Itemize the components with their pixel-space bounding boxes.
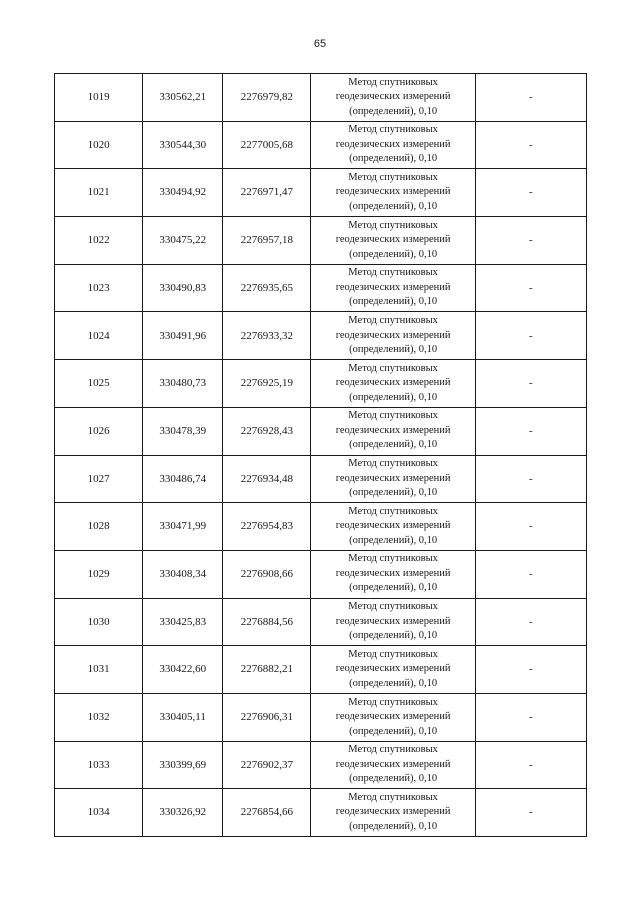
point-number-cell: 1027 [55, 455, 143, 503]
point-number-cell: 1033 [55, 741, 143, 789]
method-line: (определений), 0,10 [349, 725, 438, 737]
x-coordinate-cell: 330405,11 [143, 693, 223, 741]
x-coordinate-cell: 330491,96 [143, 312, 223, 360]
table-row [55, 598, 587, 646]
table-row [55, 646, 587, 694]
method-cell [311, 360, 475, 408]
method-line: Метод спутниковых [348, 744, 438, 756]
method-line: Метод спутниковых [348, 791, 438, 803]
x-coordinate-cell: 330425,83 [143, 598, 223, 646]
note-cell: - [475, 169, 586, 217]
note-cell: - [475, 121, 586, 169]
table-row [55, 121, 587, 169]
point-number-cell: 1022 [55, 217, 143, 265]
point-number-cell: 1020 [55, 121, 143, 169]
method-line: геодезических измерений [335, 520, 451, 532]
table-row [55, 789, 587, 837]
x-coordinate-cell: 330471,99 [143, 503, 223, 551]
method-cell [311, 169, 475, 217]
x-coordinate-cell: 330399,69 [143, 741, 223, 789]
method-line: (определений), 0,10 [349, 582, 438, 594]
method-line: (определений), 0,10 [349, 391, 438, 403]
point-number-cell: 1023 [55, 264, 143, 312]
method-line: Метод спутниковых [348, 648, 438, 660]
method-line: геодезических измерений [335, 758, 451, 770]
method-line: (определений), 0,10 [349, 344, 438, 356]
method-line: Метод спутниковых [348, 362, 438, 374]
note-cell: - [475, 550, 586, 598]
method-line: геодезических измерений [335, 186, 451, 198]
method-line: Метод спутниковых [348, 696, 438, 708]
x-coordinate-cell: 330408,34 [143, 550, 223, 598]
table-row [55, 74, 587, 122]
table-row [55, 264, 587, 312]
method-line: (определений), 0,10 [349, 105, 438, 117]
table-row [55, 312, 587, 360]
method-cell [311, 503, 475, 551]
method-cell [311, 264, 475, 312]
point-number-cell: 1026 [55, 407, 143, 455]
method-line: (определений), 0,10 [349, 200, 438, 212]
x-coordinate-cell: 330326,92 [143, 789, 223, 837]
method-line: (определений), 0,10 [349, 820, 438, 832]
method-cell [311, 693, 475, 741]
method-line: геодезических измерений [335, 424, 451, 436]
y-coordinate-cell: 2276957,18 [223, 217, 311, 265]
table-row [55, 169, 587, 217]
method-line: Метод спутниковых [348, 76, 438, 88]
table-row [55, 407, 587, 455]
method-line: (определений), 0,10 [349, 153, 438, 165]
x-coordinate-cell: 330422,60 [143, 646, 223, 694]
point-number-cell: 1030 [55, 598, 143, 646]
y-coordinate-cell: 2276971,47 [223, 169, 311, 217]
note-cell: - [475, 264, 586, 312]
method-line: (определений), 0,10 [349, 296, 438, 308]
x-coordinate-cell: 330475,22 [143, 217, 223, 265]
note-cell: - [475, 646, 586, 694]
method-cell [311, 550, 475, 598]
point-number-cell: 1034 [55, 789, 143, 837]
method-cell [311, 646, 475, 694]
y-coordinate-cell: 2276882,21 [223, 646, 311, 694]
table-row [55, 455, 587, 503]
y-coordinate-cell: 2276935,65 [223, 264, 311, 312]
note-cell: - [475, 455, 586, 503]
method-line: Метод спутниковых [348, 553, 438, 565]
method-line: геодезических измерений [335, 615, 451, 627]
x-coordinate-cell: 330480,73 [143, 360, 223, 408]
method-line: геодезических измерений [335, 281, 451, 293]
method-line: Метод спутниковых [348, 410, 438, 422]
method-line: (определений), 0,10 [349, 439, 438, 451]
point-number-cell: 1028 [55, 503, 143, 551]
point-number-cell: 1021 [55, 169, 143, 217]
method-line: геодезических измерений [335, 711, 451, 723]
point-number-cell: 1029 [55, 550, 143, 598]
method-line: геодезических измерений [335, 329, 451, 341]
method-line: геодезических измерений [335, 91, 451, 103]
x-coordinate-cell: 330486,74 [143, 455, 223, 503]
method-line: (определений), 0,10 [349, 677, 438, 689]
note-cell: - [475, 312, 586, 360]
method-cell [311, 455, 475, 503]
method-line: геодезических измерений [335, 377, 451, 389]
point-number-cell: 1024 [55, 312, 143, 360]
y-coordinate-cell: 2276906,31 [223, 693, 311, 741]
note-cell: - [475, 360, 586, 408]
note-cell: - [475, 503, 586, 551]
y-coordinate-cell: 2276884,56 [223, 598, 311, 646]
note-cell: - [475, 598, 586, 646]
method-line: геодезических измерений [335, 663, 451, 675]
method-line: Метод спутниковых [348, 601, 438, 613]
x-coordinate-cell: 330562,21 [143, 74, 223, 122]
y-coordinate-cell: 2276933,32 [223, 312, 311, 360]
method-cell [311, 598, 475, 646]
method-line: Метод спутниковых [348, 171, 438, 183]
note-cell: - [475, 741, 586, 789]
y-coordinate-cell: 2276928,43 [223, 407, 311, 455]
method-line: геодезических измерений [335, 234, 451, 246]
table-row [55, 550, 587, 598]
y-coordinate-cell: 2276934,48 [223, 455, 311, 503]
note-cell: - [475, 407, 586, 455]
method-line: геодезических измерений [335, 138, 451, 150]
method-line: Метод спутниковых [348, 315, 438, 327]
table-row [55, 503, 587, 551]
page-number: 65 [313, 38, 327, 50]
note-cell: - [475, 693, 586, 741]
note-cell: - [475, 789, 586, 837]
point-number-cell: 1025 [55, 360, 143, 408]
y-coordinate-cell: 2276854,66 [223, 789, 311, 837]
method-line: (определений), 0,10 [349, 630, 438, 642]
point-number-cell: 1031 [55, 646, 143, 694]
y-coordinate-cell: 2276979,82 [223, 74, 311, 122]
coordinates-table [54, 73, 587, 837]
table-row [55, 217, 587, 265]
table-row [55, 360, 587, 408]
y-coordinate-cell: 2276954,83 [223, 503, 311, 551]
method-cell [311, 789, 475, 837]
method-line: Метод спутниковых [348, 124, 438, 136]
method-line: (определений), 0,10 [349, 248, 438, 260]
method-line: (определений), 0,10 [349, 773, 438, 785]
method-line: (определений), 0,10 [349, 487, 438, 499]
x-coordinate-cell: 330490,83 [143, 264, 223, 312]
note-cell: - [475, 217, 586, 265]
table-body [55, 74, 587, 837]
x-coordinate-cell: 330544,30 [143, 121, 223, 169]
method-line: геодезических измерений [335, 806, 451, 818]
method-line: Метод спутниковых [348, 505, 438, 517]
method-line: геодезических измерений [335, 472, 451, 484]
method-cell [311, 121, 475, 169]
method-cell [311, 741, 475, 789]
point-number-cell: 1019 [55, 74, 143, 122]
x-coordinate-cell: 330494,92 [143, 169, 223, 217]
method-cell [311, 407, 475, 455]
table-row [55, 741, 587, 789]
note-cell: - [475, 74, 586, 122]
method-line: Метод спутниковых [348, 458, 438, 470]
method-line: (определений), 0,10 [349, 534, 438, 546]
method-cell [311, 312, 475, 360]
y-coordinate-cell: 2276902,37 [223, 741, 311, 789]
y-coordinate-cell: 2277005,68 [223, 121, 311, 169]
method-line: Метод спутниковых [348, 267, 438, 279]
method-line: Метод спутниковых [348, 219, 438, 231]
y-coordinate-cell: 2276908,66 [223, 550, 311, 598]
method-line: геодезических измерений [335, 567, 451, 579]
method-cell [311, 217, 475, 265]
point-number-cell: 1032 [55, 693, 143, 741]
y-coordinate-cell: 2276925,19 [223, 360, 311, 408]
x-coordinate-cell: 330478,39 [143, 407, 223, 455]
table-row [55, 693, 587, 741]
method-cell [311, 74, 475, 122]
